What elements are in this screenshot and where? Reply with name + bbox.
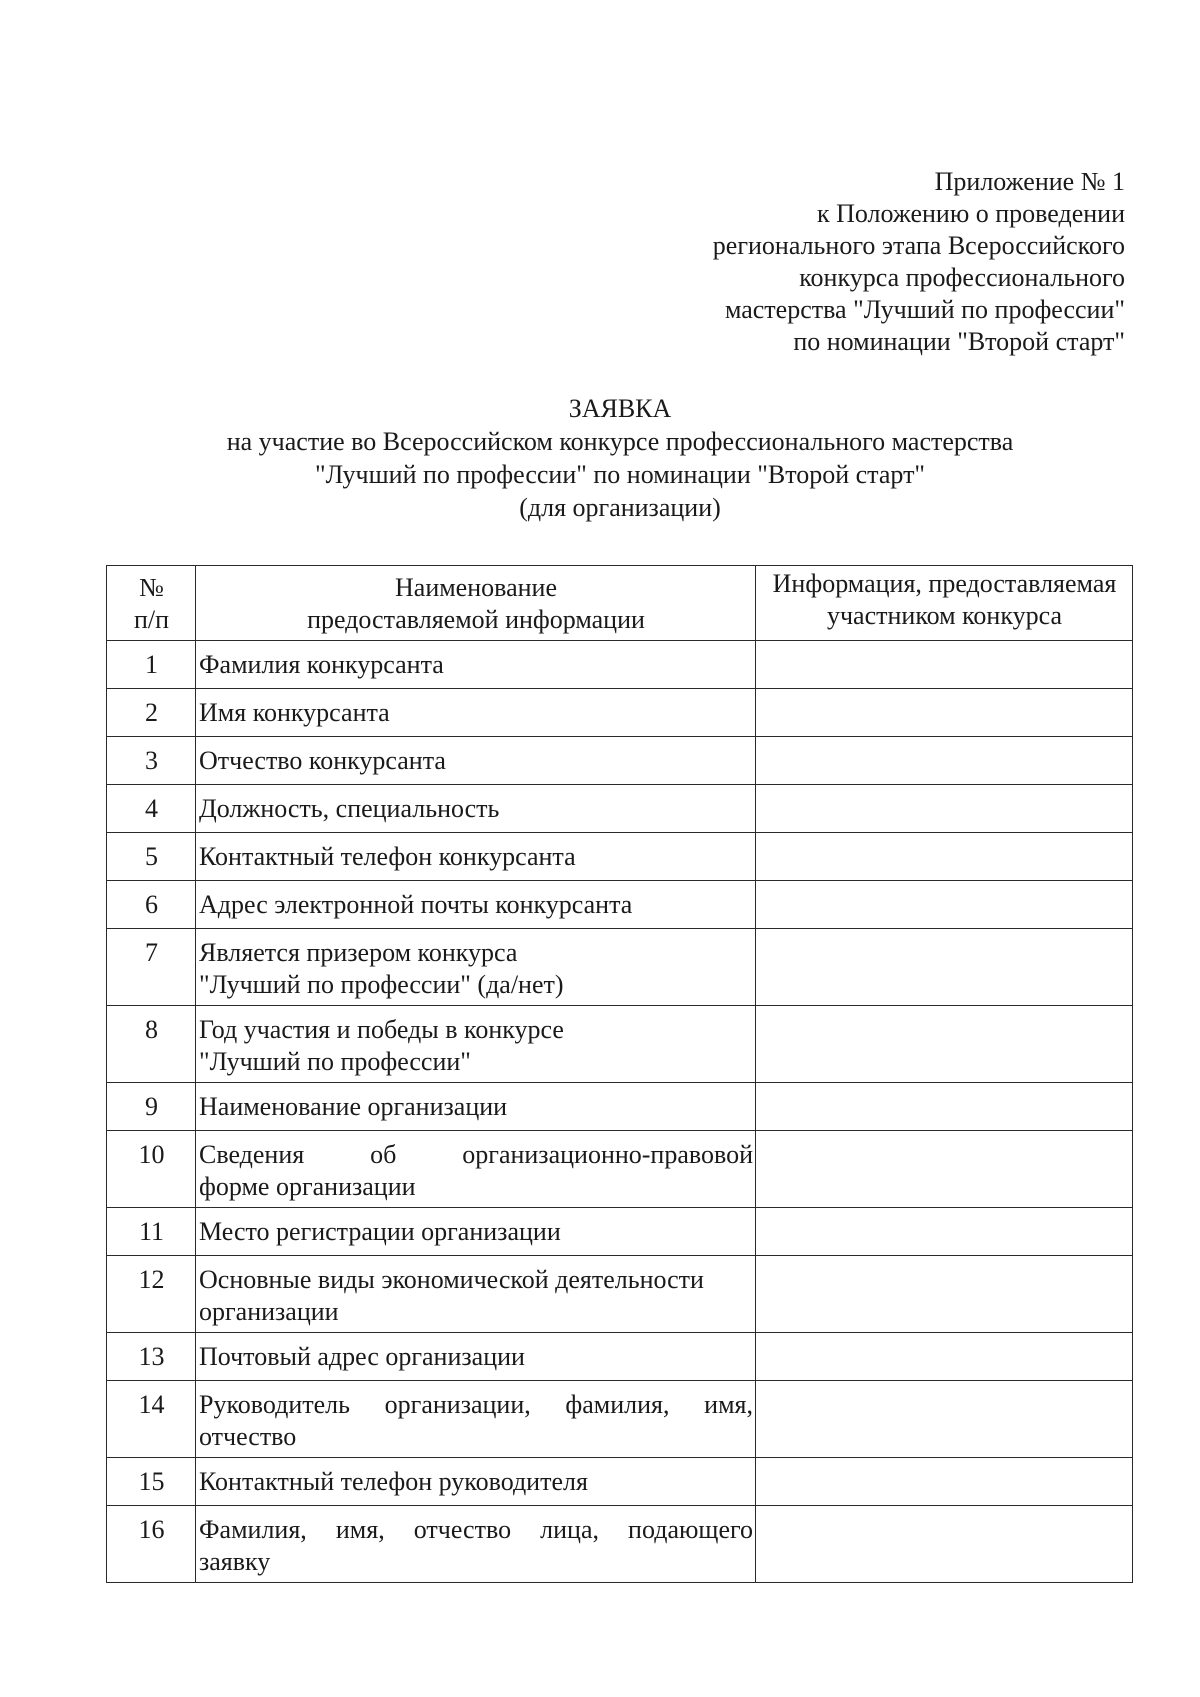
row-info-field[interactable]	[756, 1256, 1133, 1333]
row-number: 1	[107, 641, 196, 689]
heading-line: на участие во Всероссийском конкурсе профессионального мастерства	[226, 427, 1014, 456]
row-number: 13	[107, 1333, 196, 1381]
row-info-field[interactable]	[756, 1208, 1133, 1256]
table-row	[107, 737, 1133, 785]
row-label: Место регистрации организации	[196, 1208, 756, 1256]
row-info-field[interactable]	[756, 881, 1133, 929]
row-info-field[interactable]	[756, 1083, 1133, 1131]
row-info-field[interactable]	[756, 785, 1133, 833]
appendix-line: мастерства "Лучший по профессии"	[724, 295, 1125, 324]
table-row	[107, 833, 1133, 881]
table-row	[107, 1506, 1133, 1583]
table-row	[107, 1381, 1133, 1458]
row-label: Имя конкурсанта	[196, 689, 756, 737]
row-number: 16	[107, 1506, 196, 1583]
appendix-line: к Положению о проведении	[816, 199, 1125, 228]
appendix-reference	[525, 166, 1125, 358]
row-number: 10	[107, 1131, 196, 1208]
row-info-field[interactable]	[756, 833, 1133, 881]
table-row	[107, 1131, 1133, 1208]
table-row	[107, 689, 1133, 737]
table-row	[107, 1006, 1133, 1083]
row-number: 2	[107, 689, 196, 737]
row-number: 3	[107, 737, 196, 785]
heading-line: "Лучший по профессии" по номинации "Второй старт"	[314, 460, 926, 489]
row-info-field[interactable]	[756, 1006, 1133, 1083]
row-number: 6	[107, 881, 196, 929]
row-info-field[interactable]	[756, 689, 1133, 737]
appendix-line: Приложение № 1	[934, 167, 1125, 196]
table-row	[107, 1458, 1133, 1506]
row-info-field[interactable]	[756, 929, 1133, 1006]
row-label: Контактный телефон конкурсанта	[196, 833, 756, 881]
row-label: Контактный телефон руководителя	[196, 1458, 756, 1506]
table-header-row	[107, 566, 1133, 641]
header-number: № п/п	[107, 566, 196, 641]
document-title: ЗАЯВКА	[568, 394, 672, 423]
row-info-field[interactable]	[756, 641, 1133, 689]
table-row	[107, 641, 1133, 689]
appendix-line: по номинации "Второй старт"	[793, 327, 1125, 356]
heading-line: (для организации)	[519, 493, 721, 522]
row-label: Год участия и победы в конкурсе "Лучший по профессии"	[196, 1006, 756, 1083]
table-row	[107, 881, 1133, 929]
row-info-field[interactable]	[756, 1458, 1133, 1506]
row-label: Сведения об организационно-правовой форме организации	[196, 1131, 756, 1208]
row-info-field[interactable]	[756, 1333, 1133, 1381]
row-label: Адрес электронной почты конкурсанта	[196, 881, 756, 929]
application-form-table	[106, 565, 1133, 1583]
header-info: Информация, предоставляемая участником конкурса	[756, 566, 1133, 641]
table-row	[107, 1333, 1133, 1381]
row-label: Фамилия конкурсанта	[196, 641, 756, 689]
row-number: 9	[107, 1083, 196, 1131]
row-label: Должность, специальность	[196, 785, 756, 833]
appendix-line: регионального этапа Всероссийского	[712, 231, 1125, 260]
row-number: 8	[107, 1006, 196, 1083]
row-number: 7	[107, 929, 196, 1006]
row-info-field[interactable]	[756, 1506, 1133, 1583]
row-number: 4	[107, 785, 196, 833]
row-info-field[interactable]	[756, 737, 1133, 785]
header-name: Наименование предоставляемой информации	[196, 566, 756, 641]
table-row	[107, 785, 1133, 833]
row-info-field[interactable]	[756, 1381, 1133, 1458]
table-row	[107, 1256, 1133, 1333]
row-label: Наименование организации	[196, 1083, 756, 1131]
row-label: Почтовый адрес организации	[196, 1333, 756, 1381]
table-row	[107, 1208, 1133, 1256]
row-number: 12	[107, 1256, 196, 1333]
row-info-field[interactable]	[756, 1131, 1133, 1208]
table-row	[107, 929, 1133, 1006]
row-number: 15	[107, 1458, 196, 1506]
row-label: Отчество конкурсанта	[196, 737, 756, 785]
row-number: 11	[107, 1208, 196, 1256]
row-number: 5	[107, 833, 196, 881]
row-label: Основные виды экономической деятельности организации	[196, 1256, 756, 1333]
row-label: Фамилия, имя, отчество лица, подающего заявку	[196, 1506, 756, 1583]
row-label: Является призером конкурса "Лучший по профессии" (да/нет)	[196, 929, 756, 1006]
row-label: Руководитель организации, фамилия, имя, отчество	[196, 1381, 756, 1458]
row-number: 14	[107, 1381, 196, 1458]
table-row	[107, 1083, 1133, 1131]
appendix-line: конкурса профессионального	[799, 263, 1125, 292]
document-heading	[0, 392, 1200, 524]
